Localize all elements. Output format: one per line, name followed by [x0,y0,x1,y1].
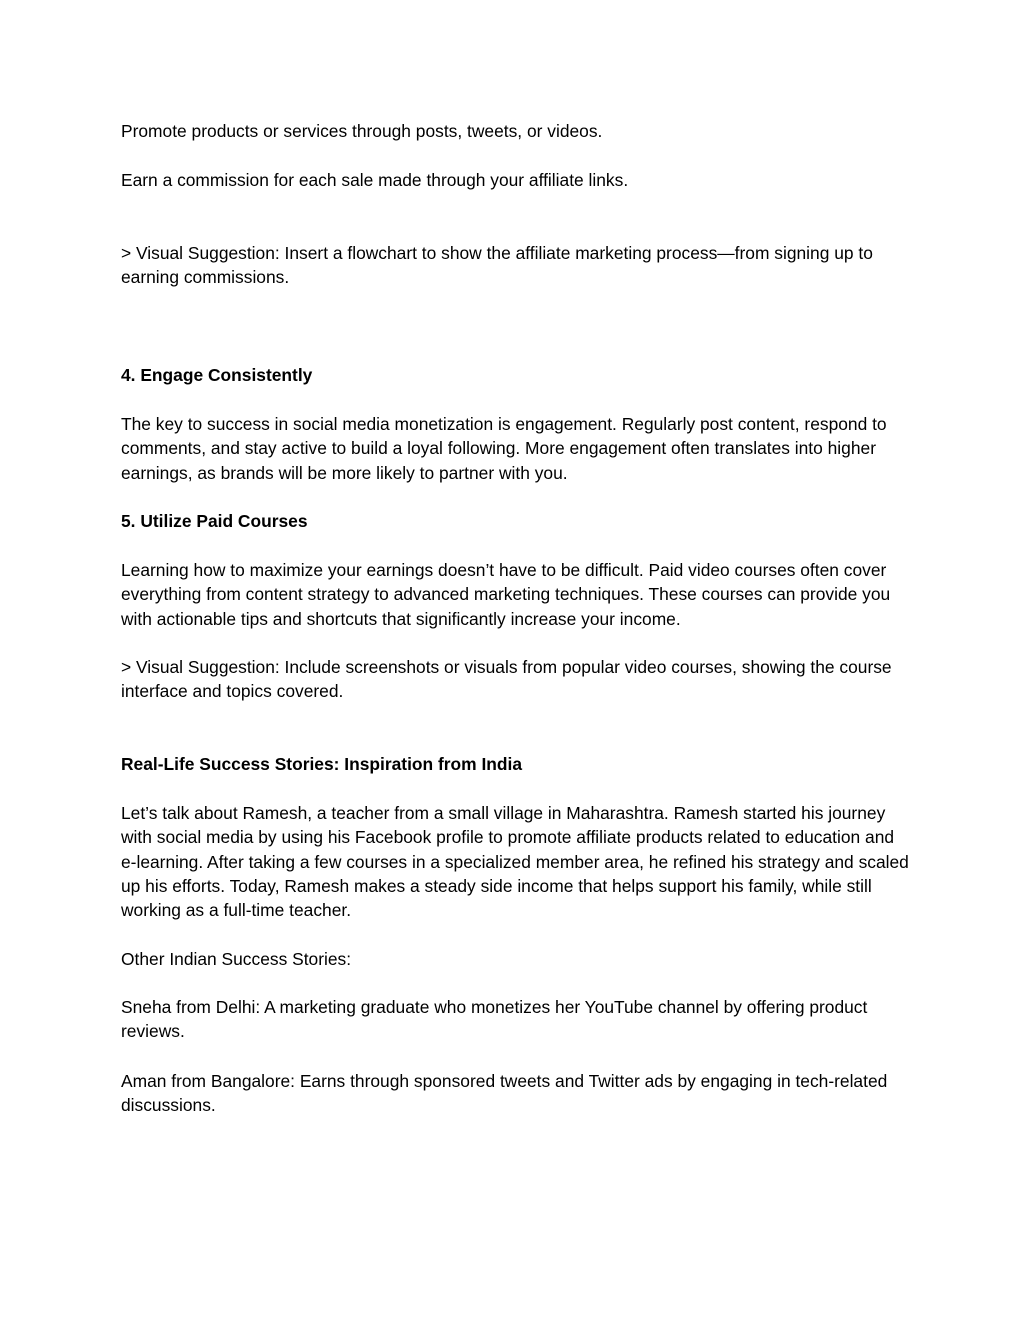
paragraph-sneha-story: Sneha from Delhi: A marketing graduate who monetizes her YouTube channel by offering product reviews. [121,997,868,1042]
paragraph-promote: Promote products or services through posts, tweets, or videos. [121,121,603,141]
paragraph-aman-story: Aman from Bangalore: Earns through sponsored tweets and Twitter ads by engaging in tech-related discussions. [121,1071,888,1116]
visual-suggestion-screenshots: > Visual Suggestion: Include screenshots or visuals from popular video courses, showing the course interface and topics covered. [121,657,892,702]
paragraph-earn: Earn a commission for each sale made through your affiliate links. [121,170,629,190]
paragraph-ramesh-story: Let’s talk about Ramesh, a teacher from a small village in Maharashtra. Ramesh started his journey with social media by using his Facebook profile to promote affiliate products related to education and e-learning. After taking a few courses in a specialized member area, he refined his strategy and scaled up his efforts. Today, Ramesh makes a steady side income that helps support his family, while still working as a full-time teacher. [121,803,909,921]
paragraph-engage: The key to success in social media monetization is engagement. Regularly post content, respond to comments, and stay active to build a loyal following. More engagement often translates into higher earnings, as brands will be more likely to partner with you. [121,414,887,483]
visual-suggestion-flowchart: > Visual Suggestion: Insert a flowchart to show the affiliate marketing process—from signing up to earning commissions. [121,243,873,288]
paragraph-courses: Learning how to maximize your earnings doesn’t have to be difficult. Paid video courses often cover everything from content strategy to advanced marketing techniques. These courses can provide you with actionable tips and shortcuts that significantly increase your income. [121,560,891,629]
paragraph-other-stories: Other Indian Success Stories: [121,949,352,969]
heading-paid-courses: 5. Utilize Paid Courses [121,511,308,531]
heading-engage-consistently: 4. Engage Consistently [121,365,313,385]
heading-success-stories: Real-Life Success Stories: Inspiration from India [121,754,523,774]
